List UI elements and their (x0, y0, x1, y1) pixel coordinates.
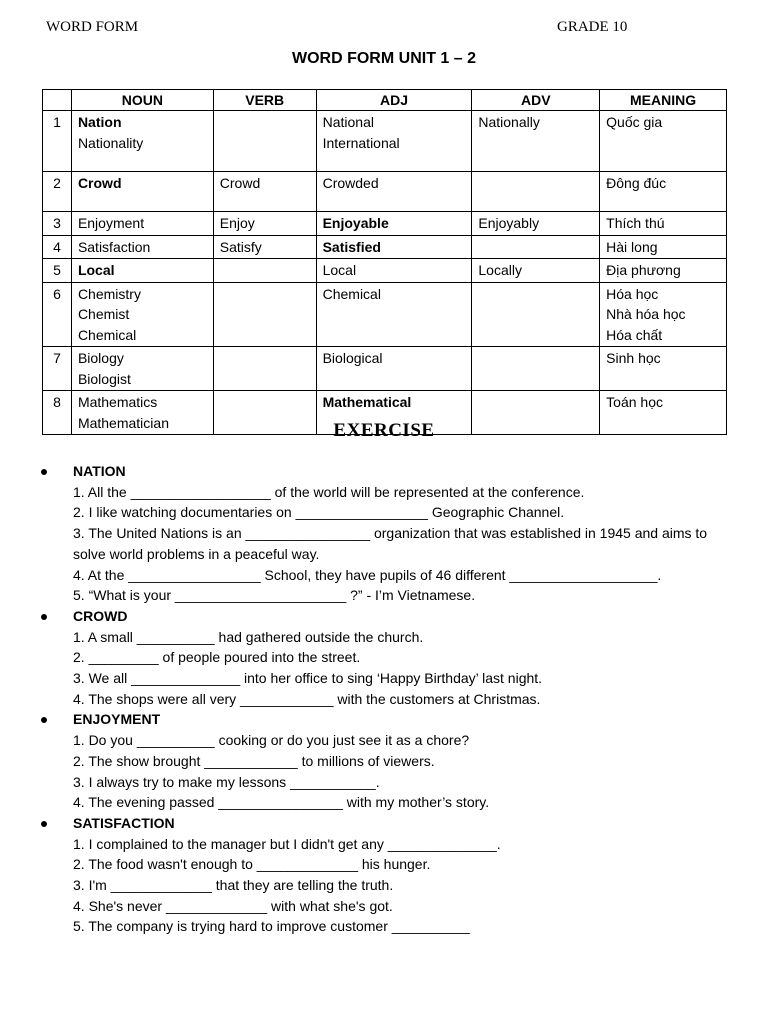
noun-word: Satisfaction (77, 238, 151, 255)
column-header: VERB (213, 90, 316, 111)
cell-verb (213, 235, 316, 259)
bullet-icon (41, 614, 47, 620)
cell-adj (316, 235, 472, 259)
meaning-word: Sinh học (606, 350, 661, 366)
cell-meaning (600, 282, 727, 347)
column-header: ADV (472, 90, 600, 111)
exercise-title: EXERCISE (333, 420, 435, 441)
question: 3. I always try to make my lessons ___________. (73, 773, 380, 790)
table-row (43, 259, 727, 283)
question: 1. A small __________ had gathered outside the church. (73, 628, 424, 645)
row-number: 8 (43, 391, 72, 435)
section-heading-text: CROWD (73, 607, 128, 624)
question: 3. I'm _____________ that they are telling the truth. (73, 877, 394, 894)
noun-word: Chemist (77, 306, 130, 322)
section-heading (0, 813, 768, 834)
exercise-section (0, 461, 768, 606)
question: 2. The show brought ____________ to millions of viewers. (73, 752, 435, 769)
column-header-number (43, 90, 72, 111)
cell-meaning (600, 172, 727, 212)
row-number: 5 (43, 259, 72, 283)
adv-word: Nationally (478, 114, 540, 130)
section-heading-text: NATION (73, 463, 126, 479)
adj-word: National (322, 114, 374, 130)
page-header (0, 19, 768, 39)
noun-word: Nation (77, 114, 122, 130)
exercise-section (0, 813, 768, 937)
row-number: 6 (43, 282, 72, 347)
meaning-word: Hóa học (606, 285, 659, 302)
column-header: ADJ (316, 90, 472, 111)
meaning-word: Hài long (606, 238, 658, 255)
adj-word: Chemical (322, 285, 381, 302)
exercise-list (0, 461, 768, 937)
noun-word: Chemical (77, 326, 137, 343)
bullet-icon (41, 717, 47, 723)
row-number: 1 (43, 111, 72, 172)
header-left: WORD FORM (46, 19, 139, 35)
meaning-word: Hóa chất (606, 326, 663, 343)
meaning-word: Địa phương (606, 262, 681, 278)
cell-noun (71, 282, 213, 347)
cell-verb (213, 282, 316, 347)
question: 3. The United Nations is an ________________ organization that was established in 1945 and aims to solve world problems in a peaceful way. (73, 525, 708, 562)
cell-noun (71, 347, 213, 391)
cell-adj (316, 282, 472, 347)
bullet-icon (41, 821, 47, 827)
noun-word: Biologist (77, 370, 131, 387)
adv-word: Enjoyably (478, 215, 540, 231)
noun-word: Mathematics (77, 394, 158, 410)
cell-adj (316, 172, 472, 212)
row-number: 3 (43, 212, 72, 236)
cell-adv (472, 259, 600, 283)
header-right: GRADE 10 (557, 19, 628, 35)
verb-word: Crowd (219, 175, 261, 191)
row-number: 2 (43, 172, 72, 212)
question: 2. The food wasn't enough to _____________ his hunger. (73, 856, 431, 873)
cell-meaning (600, 212, 727, 236)
cell-adv (472, 172, 600, 212)
question: 2. _________ of people poured into the street. (73, 649, 361, 666)
cell-adv (472, 235, 600, 259)
table-row (43, 235, 727, 259)
table-row (43, 347, 727, 391)
cell-verb (213, 347, 316, 391)
cell-noun (71, 212, 213, 236)
adj-word: Enjoyable (322, 215, 389, 231)
cell-adv (472, 111, 600, 172)
column-header: NOUN (71, 90, 213, 111)
cell-meaning (600, 347, 727, 391)
noun-word: Local (77, 262, 115, 278)
adj-word: Local (322, 262, 357, 278)
cell-adv (472, 347, 600, 391)
table-row (43, 172, 727, 212)
cell-adv (472, 282, 600, 347)
cell-verb (213, 259, 316, 283)
question: 1. All the __________________ of the world will be represented at the conference. (73, 483, 585, 500)
cell-adj (316, 212, 472, 236)
question: 1. Do you __________ cooking or do you just see it as a chore? (73, 732, 470, 749)
cell-noun (71, 235, 213, 259)
noun-word: Mathematician (77, 414, 169, 431)
page-title: WORD FORM UNIT 1 – 2 (291, 50, 476, 67)
question: 4. She's never _____________ with what she's got. (73, 897, 393, 914)
adj-word: International (322, 134, 400, 151)
question: 3. We all ______________ into her office to sing ‘Happy Birthday’ last night. (73, 670, 543, 687)
question: 4. The shops were all very ____________ with the customers at Christmas. (73, 690, 541, 707)
question: 4. At the _________________ School, they have pupils of 46 different ___________________. (73, 566, 662, 583)
exercise-section (0, 709, 768, 813)
question: 1. I complained to the manager but I didn't get any ______________. (73, 835, 501, 852)
question: 4. The evening passed ________________ with my mother’s story. (73, 794, 490, 811)
verb-word: Enjoy (219, 215, 255, 231)
noun-word: Crowd (77, 175, 122, 191)
section-heading (0, 461, 768, 482)
noun-word: Chemistry (77, 285, 141, 302)
section-heading-text: SATISFACTION (73, 814, 175, 831)
cell-meaning (600, 111, 727, 172)
row-number: 7 (43, 347, 72, 391)
table-row (43, 282, 727, 347)
cell-meaning (600, 235, 727, 259)
cell-adj (316, 111, 472, 172)
question: 2. I like watching documentaries on _________________ Geographic Channel. (73, 504, 565, 521)
meaning-word: Quốc gia (606, 114, 663, 130)
adj-word: Crowded (322, 175, 379, 191)
meaning-word: Đông đúc (606, 175, 667, 191)
table-row (43, 111, 727, 172)
cell-adj (316, 347, 472, 391)
cell-noun (71, 259, 213, 283)
bullet-icon (41, 469, 47, 475)
meaning-word: Thích thú (606, 215, 665, 231)
cell-noun (71, 172, 213, 212)
table-row (43, 212, 727, 236)
question: 5. “What is your ______________________ ?” - I’m Vietnamese. (73, 587, 476, 604)
adv-word: Locally (478, 262, 522, 278)
noun-word: Enjoyment (77, 215, 145, 231)
cell-verb (213, 111, 316, 172)
adj-word: Satisfied (322, 238, 381, 255)
table-header-row (43, 90, 727, 111)
section-heading (0, 709, 768, 730)
column-header: MEANING (600, 90, 727, 111)
row-number: 4 (43, 235, 72, 259)
verb-word: Satisfy (219, 238, 262, 255)
adj-word: Biological (322, 350, 383, 366)
cell-adv (472, 212, 600, 236)
exercise-section (0, 606, 768, 710)
meaning-word: Nhà hóa học (606, 306, 686, 322)
section-heading (0, 606, 768, 627)
meaning-word: Toán học (606, 394, 663, 410)
word-form-table (42, 89, 727, 435)
cell-meaning (600, 259, 727, 283)
cell-verb (213, 172, 316, 212)
adj-word: Mathematical (322, 394, 412, 410)
cell-noun (71, 111, 213, 172)
cell-verb (213, 212, 316, 236)
section-heading-text: ENJOYMENT (73, 711, 161, 728)
question: 5. The company is trying hard to improve customer __________ (73, 918, 470, 935)
noun-word: Biology (77, 350, 124, 366)
noun-word: Nationality (77, 134, 144, 151)
cell-adj (316, 259, 472, 283)
